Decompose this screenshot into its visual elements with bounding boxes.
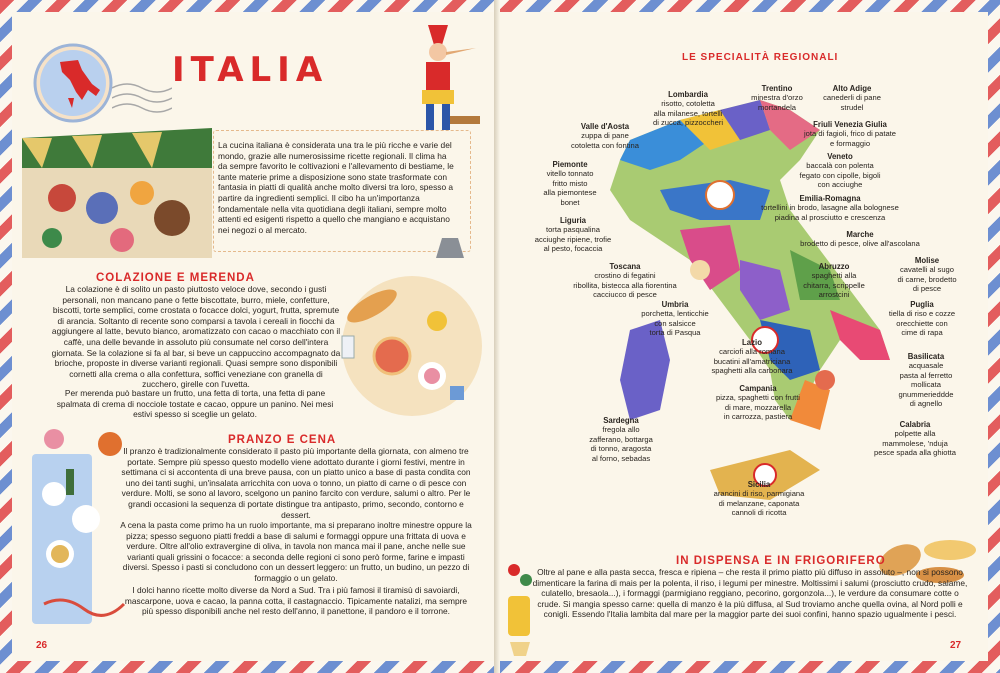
region-sardegna: Sardegna fregola allo zafferano, bottarga di tonno, aragosta al forno, sebadas — [589, 416, 653, 463]
breakfast-illustration-icon — [332, 236, 482, 416]
colazione-paragraph-2: Per merenda può bastare un frutto, una fetta di torta, una fetta di pane spalmata di crema di nocciole tostate e cacao, oppure un panino. Nei mesi estivi spesso si sceglie un gelato. — [56, 388, 334, 420]
pranzo-heading: PRANZO E CENA — [228, 434, 337, 446]
postmark-icon — [112, 80, 172, 120]
pranzo-paragraph-1: Il pranzo è tradizionalmente considerato il pasto più importante della giornata, con almeno tre portate. Sempre più spesso questo modello viene adottato durante i giorni festivi, mentre in settimana ci si accontenta di una breve pausa, con un piatto unico a base di pasta condita con uno dei tanti sughi, un'insalata arricchita con uova o tonno, un piatto di carne o di pesce con verdure. Molti, se sono al lavoro, scelgono un panino farcito con verdure, salumi o altro. Per le grandi occasioni la sequenza di portate distingue tra antipasto, primo, secondo, contorno e dessert. — [121, 446, 471, 520]
region-alto-adige: Alto Adige canederli di pane strudel — [823, 84, 881, 112]
pranzo-paragraph-3: I dolci hanno ricette molto diverse da Nord a Sud. Tra i più famosi il tiramisù di savoiardi, mascarpone, uova e cacao, la panna cotta, il castagnaccio. Tipicamente natalizi, ma sempre più spesso disponibili anche nel resto dell'anno, il panettone, il pandoro e il torrone. — [124, 585, 468, 617]
region-calabria: Calabria polpette alla mammolese, 'nduja pesce spada alla ghiotta — [874, 420, 956, 458]
region-basilicata: Basilicata acquasale pasta al ferretto mollicata gnummerieddde di agnello — [898, 352, 954, 409]
region-valle-aosta: Valle d'Aosta zuppa di pane cotoletta con fontina — [571, 122, 639, 150]
colazione-heading: COLAZIONE E MERENDA — [96, 272, 255, 284]
region-piemonte: Piemonte vitello tonnato fritto misto alla piemontese bonet — [543, 160, 597, 207]
region-sicilia: Sicilia arancini di riso, parmigiana di melanzane, caponata cannoli di ricotta — [713, 480, 805, 518]
dispensa-heading: IN DISPENSA E IN FRIGORIFERO — [676, 555, 886, 567]
page-number-left: 26 — [36, 640, 48, 651]
intro-text: La cucina italiana è considerata una tra le più ricche e varie del mondo, grazie alle numerosissime ricette regionali. Il clima ha da sempre favorito le coltivazioni e l'allevamento di bestiame, le tante materie prime a disposizione sono state trasformate con fantasia in piatti di qualità anche molto diversi tra loro, spesso a partire da ingredienti semplici. Il cibo ha un'importanza fondamentale nella vita quotidiana degli italiani, sempre molto attenti ed esigenti rispetto a quello che mangiano e acquistano nei negozi o al mercato. — [218, 140, 454, 235]
page-title: ITALIA — [172, 50, 329, 90]
region-marche: Marche brodetto di pesce, olive all'ascolana — [800, 230, 920, 249]
region-toscana: Toscana crostino di fegatini ribollita, bistecca alla fiorentina cacciucco di pesce — [573, 262, 677, 300]
page-number-right: 27 — [950, 640, 962, 651]
region-puglia: Puglia tiella di riso e cozze orecchiette con cime di rapa — [888, 300, 956, 338]
colazione-paragraph-1: La colazione è di solito un pasto piuttosto veloce dove, secondo i gusti personali, non mancano pane o fette biscottate, burro, miele, confetture, biscotti, torte semplici, come crostata o focacce dolci, yogurt, frutta, spremute di arancia. Soltanto di recente sono comparsi a tavola i cereali in fiocchi da aggiungere al latte, bevuto bianco, aromatizzato con cacao o macchiato con il caffè, una delle bevande in assoluto più consumate nel corso dell'intera giornata. Se la colazione si fa al bar, si beve un cappuccino accompagnato da brioche, proposte in diverse varianti regionali. Quasi sempre sono disponibili cornetti alla crema o alla confettura, soffici veneziane con granella di zucchero, girelle con l'uvetta. — [51, 284, 341, 390]
region-umbria: Umbria porchetta, lenticchie con salsicce torta di Pasqua — [641, 300, 709, 338]
region-trentino: Trentino minestra d'orzo mortandela — [751, 84, 803, 112]
pinocchio-icon — [398, 20, 488, 140]
region-abruzzo: Abruzzo spaghetti alla chitarra, scrippelle arrostcini — [803, 262, 865, 300]
dinner-illustration-icon — [24, 424, 134, 642]
region-friuli: Friuli Venezia Giulia jota di fagioli, frico di patate e formaggio — [803, 120, 897, 148]
region-campania: Campania pizza, spaghetti con frutti di mare, mozzarella in carrozza, pastiera — [716, 384, 800, 422]
market-illustration-icon — [22, 128, 212, 258]
dispensa-text: Oltre al pane e alla pasta secca, fresca e ripiena – che resta il primo piatto più diffuso in assoluto –, non si possono dimenticare la farina di mais per la polenta, il riso, i legumi per minestre. Moltissimi i salumi (prosciutto crudo, salame, culatello, bresaola...), i formaggi (parmigiano reggiano, pecorino, gorgonzola...), le verdure da consumare cotte o crude. Si mangia spesso carne: quella di manzo è la più diffusa, al Sud troviamo anche quella ovina, al Nord polli e conigli. Essendo l'Italia lambita dal mare per la maggior parte dei suoi confini, hanno spazio ugualmente i pesci. — [532, 567, 968, 620]
pranzo-paragraph-2: A cena la pasta come primo ha un ruolo importante, ma si preparano inoltre minestre oppure la pizza; spesso seguono piatti freddi a base di salumi e formaggi oppure una frittata di uova e verdure. Oltre all'olio extravergine di oliva, in tavola non manca mai il pane, anche nelle sue varianti quali grissini o focacce: a seconda delle regioni ci sono però forme, farine e impasti diversi. Spesso i pasti si concludono con un dessert leggero: un frutto, un budino, un pezzo di formaggio o un gelato. — [120, 520, 472, 583]
region-lombardia: Lombardia risotto, cotoletta alla milanese, tortelli di zucca, pizzoccheri — [652, 90, 724, 128]
map-heading: LE SPECIALITÀ REGIONALI — [682, 52, 839, 63]
region-liguria: Liguria torta pasqualina acciughe ripiene, trofie al pesto, focaccia — [534, 216, 612, 254]
region-emilia-romagna: Emilia-Romagna tortellini in brodo, lasagne alla bolognese piadina al prosciutto e crescenza — [761, 194, 899, 222]
region-molise: Molise cavatelli al sugo di carne, brodetto di pesce — [897, 256, 957, 294]
region-lazio: Lazio carciofi alla romana bucatini all'amatriciana spaghetti alla carbonara — [711, 338, 793, 376]
italy-stamp-icon — [30, 40, 116, 126]
region-veneto: Veneto baccalà con polenta fegato con cipolle, bigoli con acciughe — [799, 152, 881, 190]
